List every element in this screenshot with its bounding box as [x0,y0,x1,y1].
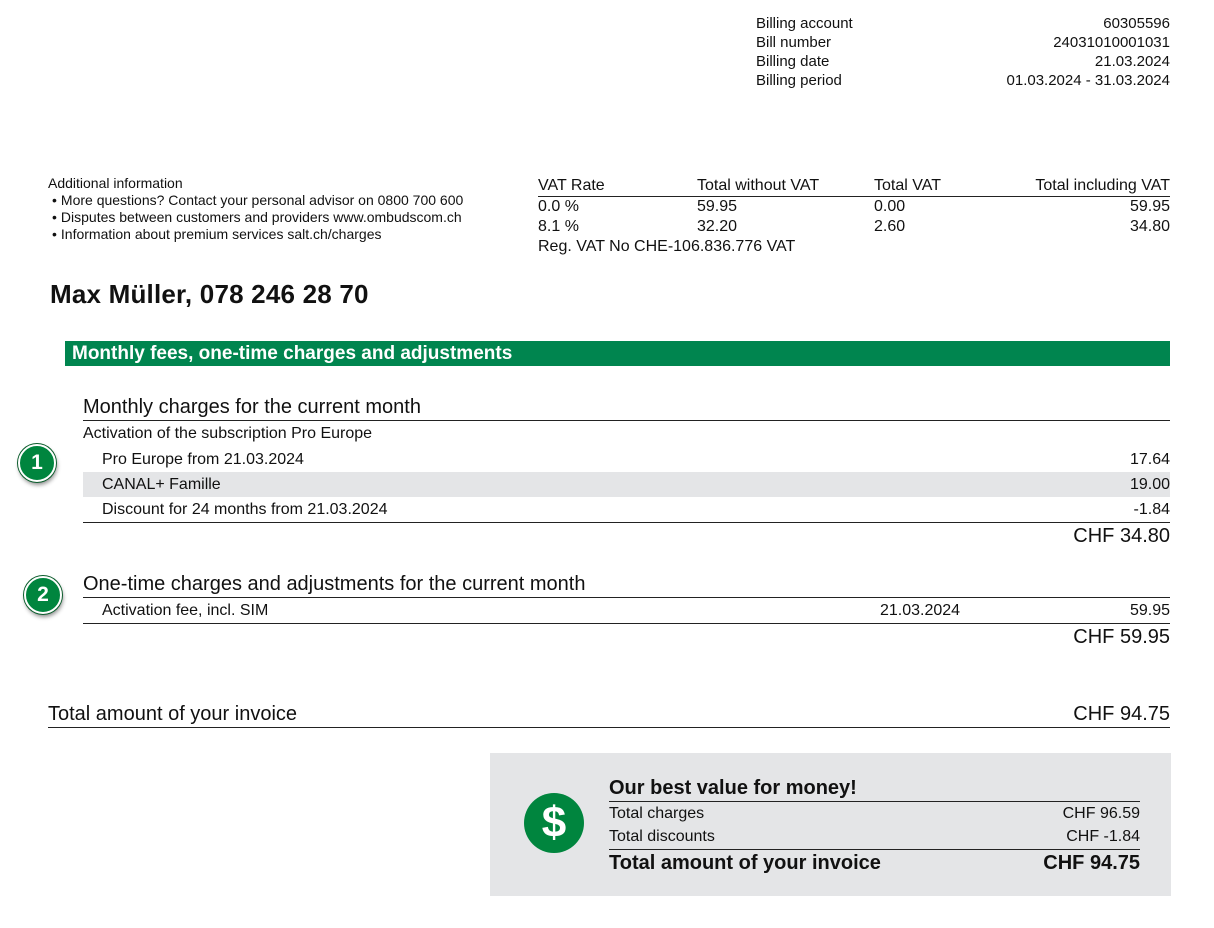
billing-date-label: Billing date [756,53,830,70]
onetime-charges [83,571,1170,650]
summary-value: CHF -1.84 [1066,828,1140,845]
billing-period-value: 01.03.2024 - 31.03.2024 [1006,72,1170,89]
vat-cell: 0.00 [874,198,906,215]
summary-row [609,825,1140,848]
billing-meta [756,14,1170,90]
billing-account-row [756,14,1170,33]
section-header: Monthly fees, one-time charges and adjustments [65,341,1170,366]
billing-period-label: Billing period [756,72,842,89]
line-description: Pro Europe from 21.03.2024 [102,451,304,468]
summary-label: Total charges [609,805,705,822]
additional-info [48,175,508,243]
vat-table [538,176,1170,257]
step-badge-2: 2 [24,576,62,614]
vat-header-including: Total including VAT [1035,177,1170,194]
onetime-subtotal: CHF 59.95 [83,623,1170,650]
customer-name: Max Müller, 078 246 28 70 [50,279,369,309]
vat-cell: 2.60 [874,218,906,235]
summary-label: Total discounts [609,828,715,845]
vat-cell: 59.95 [1129,198,1170,215]
onetime-charges-title: One-time charges and adjustments for the current month [83,571,1170,598]
summary-title: Our best value for money! [609,775,1140,802]
line-amount: -1.84 [1133,501,1170,518]
vat-cell: 34.80 [1129,218,1170,235]
additional-info-item: • Information about premium services salt.ch/charges [48,226,508,243]
summary-value: CHF 96.59 [1062,805,1140,822]
summary-total-value: CHF 94.75 [1043,852,1140,874]
summary-total-label: Total amount of your invoice [609,852,881,874]
grand-total-label: Total amount of your invoice [48,703,298,725]
line-description: CANAL+ Famille [102,476,221,493]
list-item [83,447,1170,472]
bill-number-value: 24031010001031 [1053,34,1170,51]
line-description: Activation fee, incl. SIM [102,602,269,619]
activation-label: Activation of the subscription Pro Europe [83,425,373,442]
vat-cell: 0.0 % [538,198,579,215]
billing-account-label: Billing account [756,15,853,32]
additional-info-item: • More questions? Contact your personal advisor on 0800 700 600 [48,192,508,209]
line-amount: 59.95 [1129,602,1170,619]
grand-total [48,701,1170,728]
billing-date-value: 21.03.2024 [1094,53,1170,70]
billing-account-value: 60305596 [1103,15,1170,32]
list-item [83,472,1170,497]
summary-content [609,775,1140,876]
vat-header-rate: VAT Rate [538,177,605,194]
line-amount: 19.00 [1129,476,1170,493]
monthly-charges-title: Monthly charges for the current month [83,394,1170,421]
bill-number-label: Bill number [756,34,832,51]
vat-cell: 32.20 [697,218,738,235]
additional-info-item: • Disputes between customers and providers www.ombudscom.ch [48,209,508,226]
monthly-subtotal: CHF 34.80 [83,522,1170,549]
summary-box [490,753,1171,896]
summary-row [609,802,1140,825]
line-amount: 17.64 [1129,451,1170,468]
vat-header-without: Total without VAT [697,177,820,194]
vat-row [538,197,1170,217]
bill-number-row [756,33,1170,52]
summary-total [609,849,1140,876]
vat-header-vat: Total VAT [874,177,941,194]
list-item [83,497,1170,522]
dollar-icon: $ [524,793,584,853]
grand-total-value: CHF 94.75 [1073,703,1170,725]
vat-registration: Reg. VAT No CHE-106.836.776 VAT [538,238,796,255]
list-item [83,598,1170,623]
monthly-charges [83,394,1170,549]
vat-cell: 8.1 % [538,218,579,235]
vat-cell: 59.95 [697,198,738,215]
billing-date-row [756,52,1170,71]
billing-period-row [756,71,1170,90]
additional-info-title: Additional information [48,175,183,191]
vat-row [538,217,1170,237]
vat-header-row [538,176,1170,197]
step-badge-1: 1 [18,444,56,482]
line-date: 21.03.2024 [880,602,961,619]
line-description: Discount for 24 months from 21.03.2024 [102,501,388,518]
